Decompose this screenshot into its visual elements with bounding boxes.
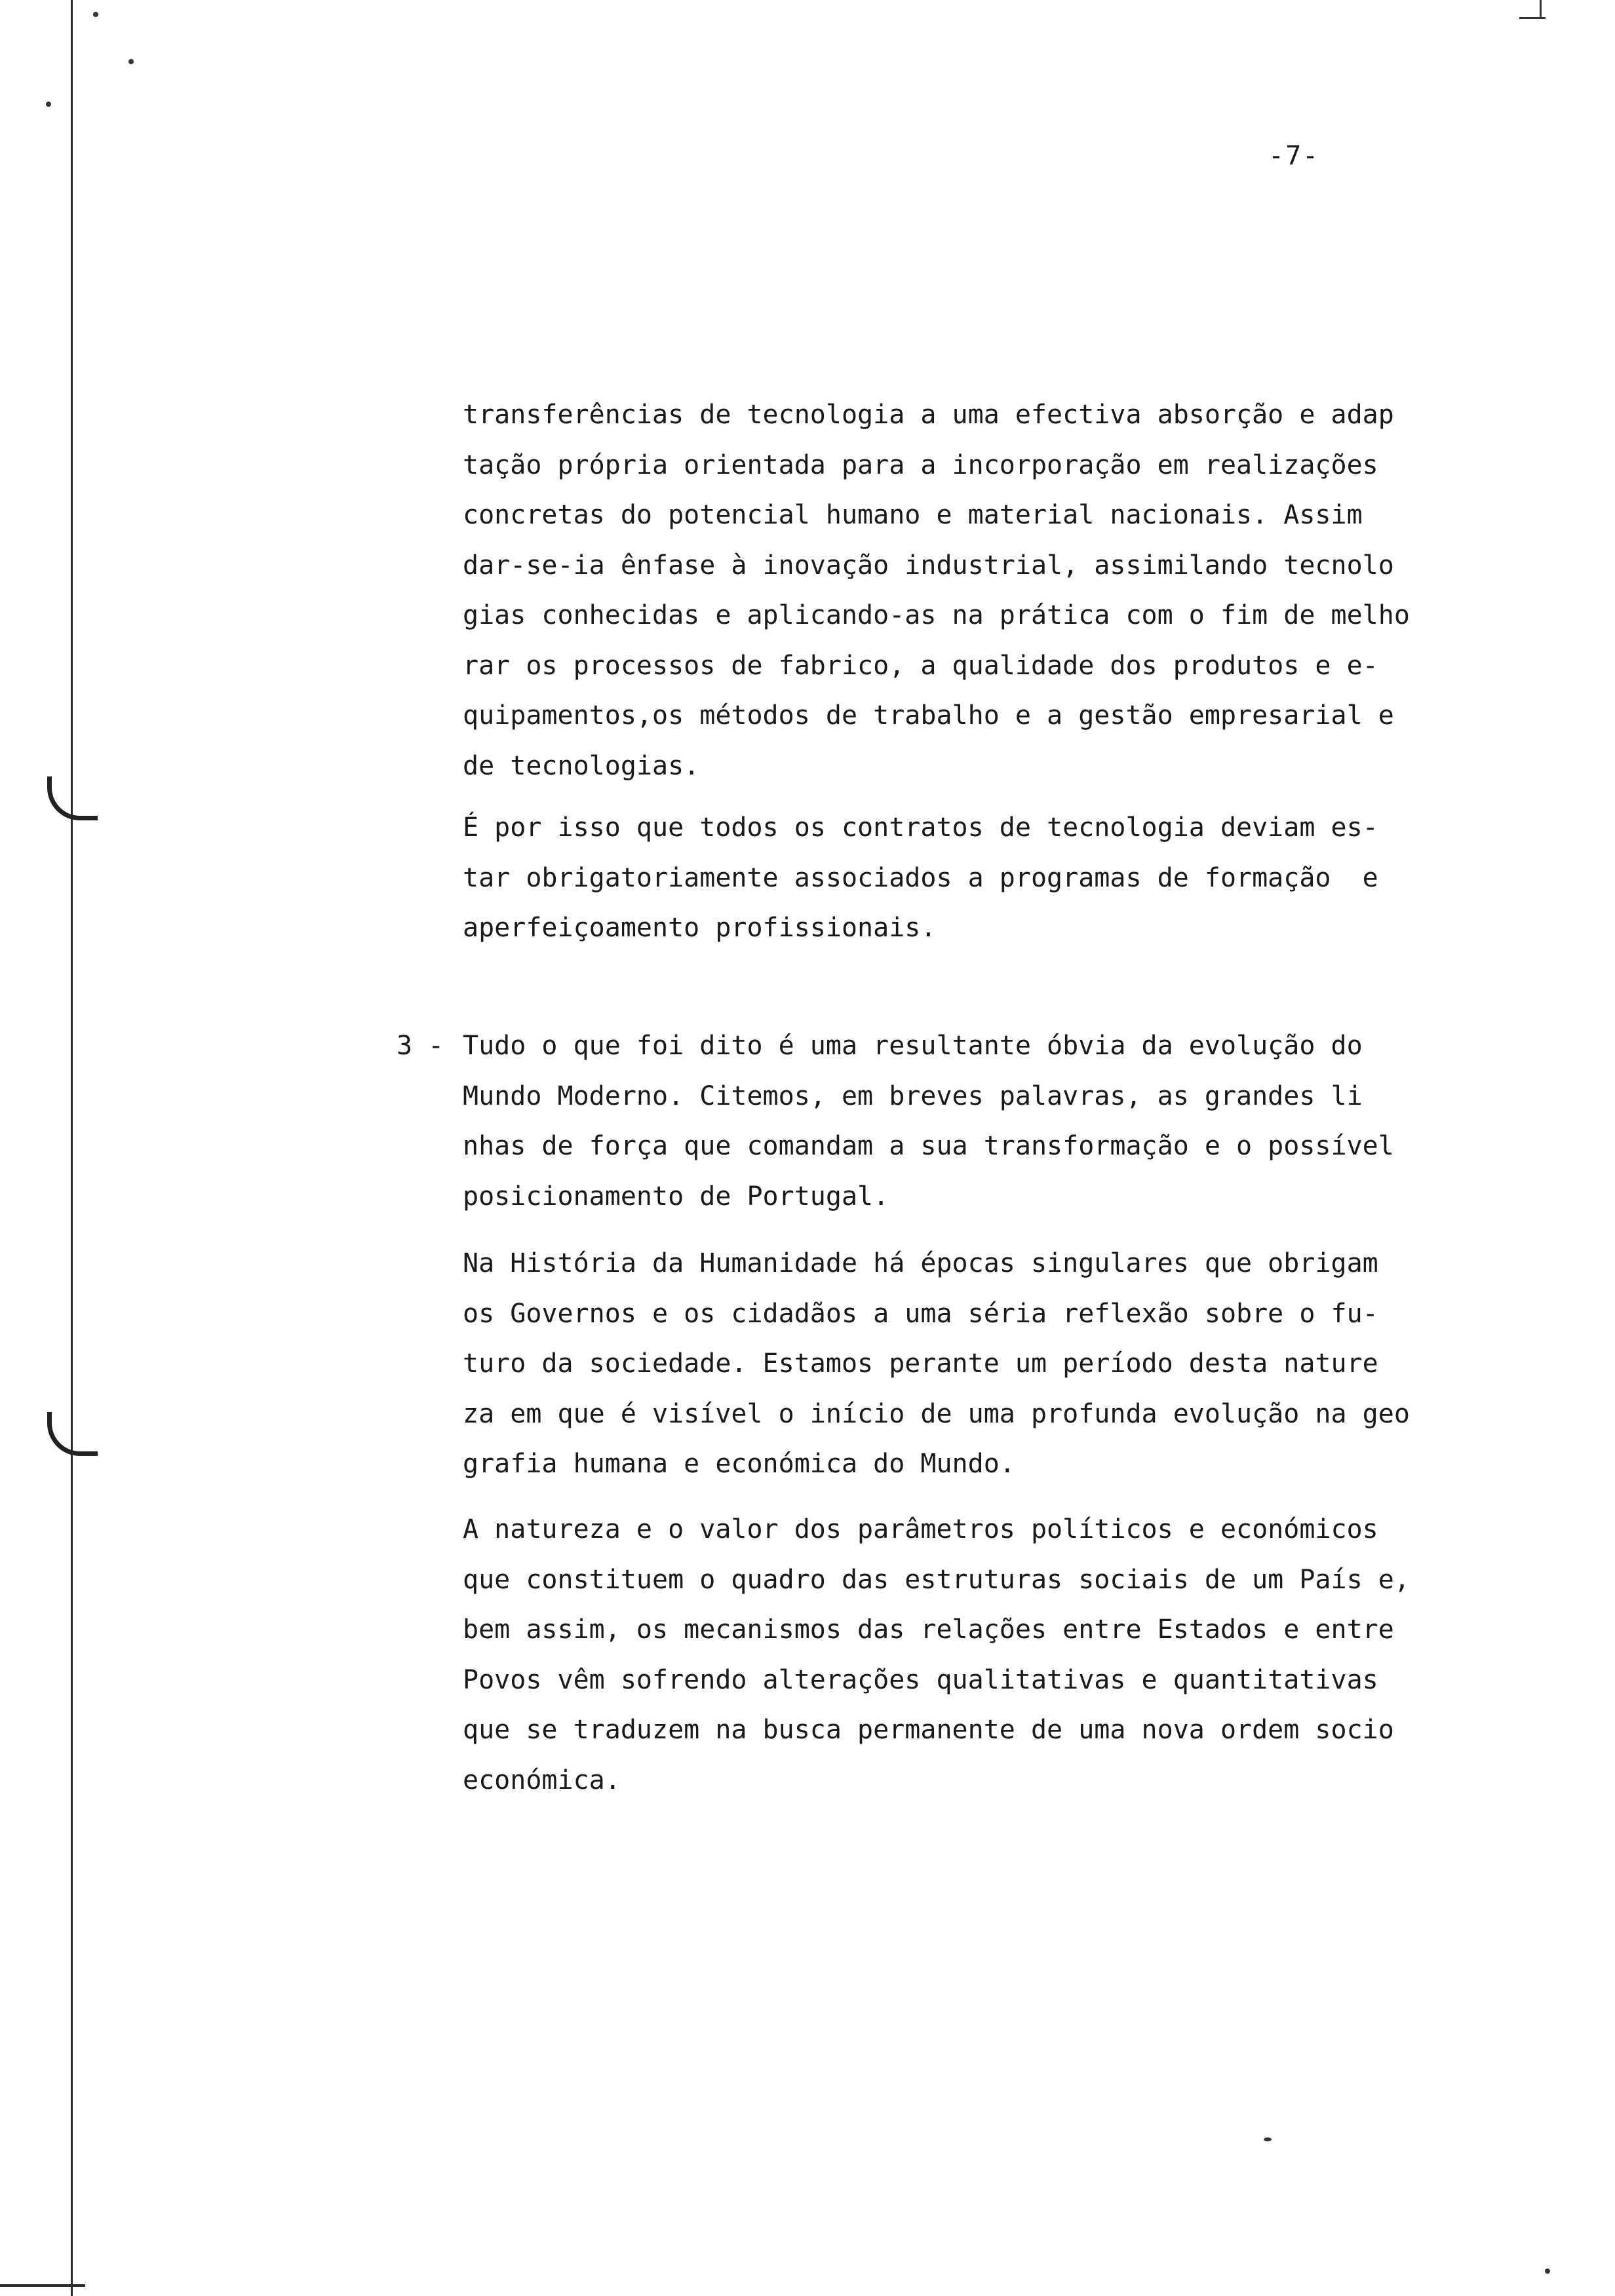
text-line: Tudo o que foi dito é uma resultante óbvia da evolução do xyxy=(463,1031,1363,1061)
text-line: tação própria orientada para a incorporação em realizações xyxy=(463,450,1378,480)
text-line: turo da sociedade. Estamos perante um período desta nature xyxy=(463,1349,1378,1379)
bottom-edge-mark xyxy=(0,2284,85,2287)
text-line: transferências de tecnologia a uma efectiva absorção e adap xyxy=(463,400,1394,430)
text-line: bem assim, os mecanismos das relações entre Estados e entre xyxy=(463,1615,1394,1645)
text-line: que constituem o quadro das estruturas sociais de um País e, xyxy=(463,1564,1410,1595)
text-line: grafia humana e económica do Mundo. xyxy=(463,1449,1015,1479)
text-line: Mundo Moderno. Citemos, em breves palavras, as grandes li xyxy=(463,1081,1363,1111)
left-margin-binding-line xyxy=(71,0,73,2296)
text-line: quipamentos,os métodos de trabalho e a gestão empresarial e xyxy=(463,700,1394,731)
corner-pen-mark xyxy=(1519,0,1546,19)
binder-hook-mark xyxy=(47,776,98,820)
text-line: aperfeiçoamento profissionais. xyxy=(463,913,937,943)
text-line: de tecnologias. xyxy=(463,750,700,781)
binder-hook-mark xyxy=(47,1412,98,1456)
text-line: económica. xyxy=(463,1765,621,1795)
paragraph xyxy=(463,803,1459,953)
scan-speck xyxy=(46,102,51,107)
text-line: rar os processos de fabrico, a qualidade dos produtos e e- xyxy=(463,650,1378,681)
paragraph xyxy=(463,1238,1459,1489)
text-line: os Governos e os cidadãos a uma séria reflexão sobre o fu- xyxy=(463,1298,1378,1329)
text-line: concretas do potencial humano e material nacionais. Assim xyxy=(463,500,1363,530)
text-line: posicionamento de Portugal. xyxy=(463,1181,889,1212)
scan-speck xyxy=(1545,2268,1550,2274)
paragraph xyxy=(463,1021,1459,1221)
text-line: Povos vêm sofrendo alterações qualitativas e quantitativas xyxy=(463,1664,1378,1695)
text-line: A natureza e o valor dos parâmetros políticos e económicos xyxy=(463,1514,1378,1544)
scan-speck xyxy=(1264,2137,1272,2141)
section-number: 3 - xyxy=(397,1031,444,1061)
text-line: za em que é visível o início de uma profunda evolução na geo xyxy=(463,1398,1410,1429)
scan-speck xyxy=(128,59,134,64)
text-line: dar-se-ia ênfase à inovação industrial, assimilando tecnolo xyxy=(463,550,1394,581)
text-line: nhas de força que comandam a sua transformação e o possível xyxy=(463,1131,1394,1161)
text-line: Na História da Humanidade há épocas singulares que obrigam xyxy=(463,1248,1378,1278)
paragraph xyxy=(463,390,1459,791)
page-number: -7- xyxy=(1268,141,1320,171)
text-line: tar obrigatoriamente associados a programas de formação e xyxy=(463,862,1378,893)
text-line: gias conhecidas e aplicando-as na prática com o fim de melho xyxy=(463,600,1410,630)
paragraph xyxy=(463,1504,1459,1805)
text-line: que se traduzem na busca permanente de uma nova ordem socio xyxy=(463,1715,1394,1745)
text-line: É por isso que todos os contratos de tecnologia deviam es- xyxy=(463,813,1378,843)
scan-speck xyxy=(93,12,98,17)
